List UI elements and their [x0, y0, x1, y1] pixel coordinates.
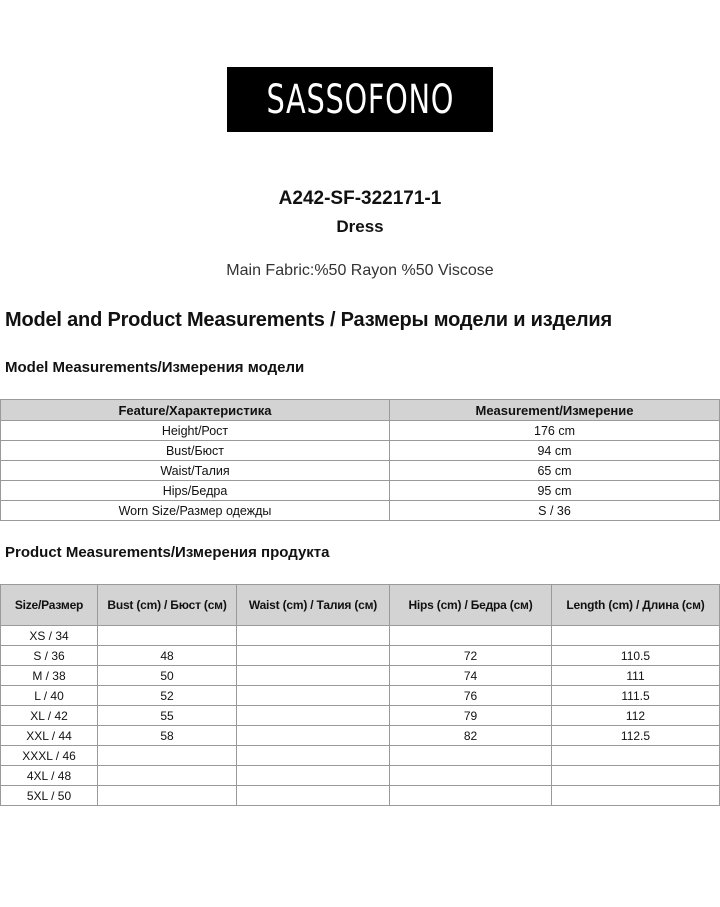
column-header: Hips (cm) / Бедра (см): [390, 585, 552, 626]
table-header-row: [1, 585, 720, 626]
table-cell: [237, 786, 390, 806]
table-cell: 82: [390, 726, 552, 746]
model-measurements-title: Model Measurements/Измерения модели: [5, 359, 305, 376]
table-row: [1, 686, 720, 706]
section-title: Model and Product Measurements / Размеры модели и изделия: [5, 309, 612, 331]
table-row: [1, 746, 720, 766]
table-cell: Hips/Бедра: [1, 481, 390, 501]
table-cell: L / 40: [1, 686, 98, 706]
product-measurements-table: [0, 584, 720, 806]
table-cell: [552, 786, 720, 806]
table-cell: 52: [98, 686, 237, 706]
column-header: Waist (cm) / Талия (см): [237, 585, 390, 626]
table-cell: [237, 766, 390, 786]
column-header: Measurement/Измерение: [390, 400, 720, 421]
table-cell: 111: [552, 666, 720, 686]
product-code: A242-SF-322171-1: [278, 188, 442, 209]
model-measurements-table: [0, 399, 720, 521]
table-cell: XXL / 44: [1, 726, 98, 746]
table-row: [1, 726, 720, 746]
table-cell: [552, 766, 720, 786]
table-cell: [390, 746, 552, 766]
table-cell: 72: [390, 646, 552, 666]
brand-logo: [227, 67, 493, 132]
table-cell: 5XL / 50: [1, 786, 98, 806]
table-cell: XL / 42: [1, 706, 98, 726]
table-cell: [98, 746, 237, 766]
table-cell: 65 cm: [390, 461, 720, 481]
column-header: Bust (cm) / Бюст (см): [98, 585, 237, 626]
table-cell: Bust/Бюст: [1, 441, 390, 461]
fabric-composition: Main Fabric:%50 Rayon %50 Viscose: [226, 262, 494, 279]
table-cell: Height/Рост: [1, 421, 390, 441]
table-row: [1, 461, 720, 481]
table-row: [1, 421, 720, 441]
table-cell: XXXL / 46: [1, 746, 98, 766]
table-cell: XS / 34: [1, 626, 98, 646]
table-cell: [237, 686, 390, 706]
table-cell: [237, 666, 390, 686]
table-cell: [237, 646, 390, 666]
brand-logo-text: SASSOFONO: [266, 76, 454, 123]
table-cell: [98, 786, 237, 806]
table-header-row: [1, 400, 720, 421]
table-cell: S / 36: [390, 501, 720, 521]
column-header: Feature/Характеристика: [1, 400, 390, 421]
table-row: [1, 501, 720, 521]
table-cell: 112: [552, 706, 720, 726]
table-cell: [552, 626, 720, 646]
table-row: [1, 666, 720, 686]
table-row: [1, 706, 720, 726]
table-cell: Worn Size/Размер одежды: [1, 501, 390, 521]
table-row: [1, 481, 720, 501]
table-cell: [237, 626, 390, 646]
table-cell: 76: [390, 686, 552, 706]
table-cell: 58: [98, 726, 237, 746]
table-cell: [237, 746, 390, 766]
column-header: Size/Размер: [1, 585, 98, 626]
table-cell: 95 cm: [390, 481, 720, 501]
table-cell: [237, 726, 390, 746]
table-cell: [390, 626, 552, 646]
table-cell: [237, 706, 390, 726]
product-measurements-title: Product Measurements/Измерения продукта: [5, 544, 330, 561]
table-cell: [98, 766, 237, 786]
table-row: [1, 646, 720, 666]
table-cell: 94 cm: [390, 441, 720, 461]
table-cell: M / 38: [1, 666, 98, 686]
table-cell: 74: [390, 666, 552, 686]
product-type: Dress: [336, 217, 384, 236]
table-row: [1, 786, 720, 806]
table-cell: 48: [98, 646, 237, 666]
table-cell: [390, 786, 552, 806]
table-row: [1, 626, 720, 646]
table-row: [1, 441, 720, 461]
table-cell: 4XL / 48: [1, 766, 98, 786]
table-cell: S / 36: [1, 646, 98, 666]
table-cell: Waist/Талия: [1, 461, 390, 481]
table-cell: 50: [98, 666, 237, 686]
table-cell: [552, 746, 720, 766]
column-header: Length (cm) / Длина (см): [552, 585, 720, 626]
table-cell: [390, 766, 552, 786]
table-row: [1, 766, 720, 786]
table-cell: 55: [98, 706, 237, 726]
table-cell: 112.5: [552, 726, 720, 746]
table-cell: 111.5: [552, 686, 720, 706]
table-cell: [98, 626, 237, 646]
table-cell: 110.5: [552, 646, 720, 666]
table-cell: 79: [390, 706, 552, 726]
table-cell: 176 cm: [390, 421, 720, 441]
